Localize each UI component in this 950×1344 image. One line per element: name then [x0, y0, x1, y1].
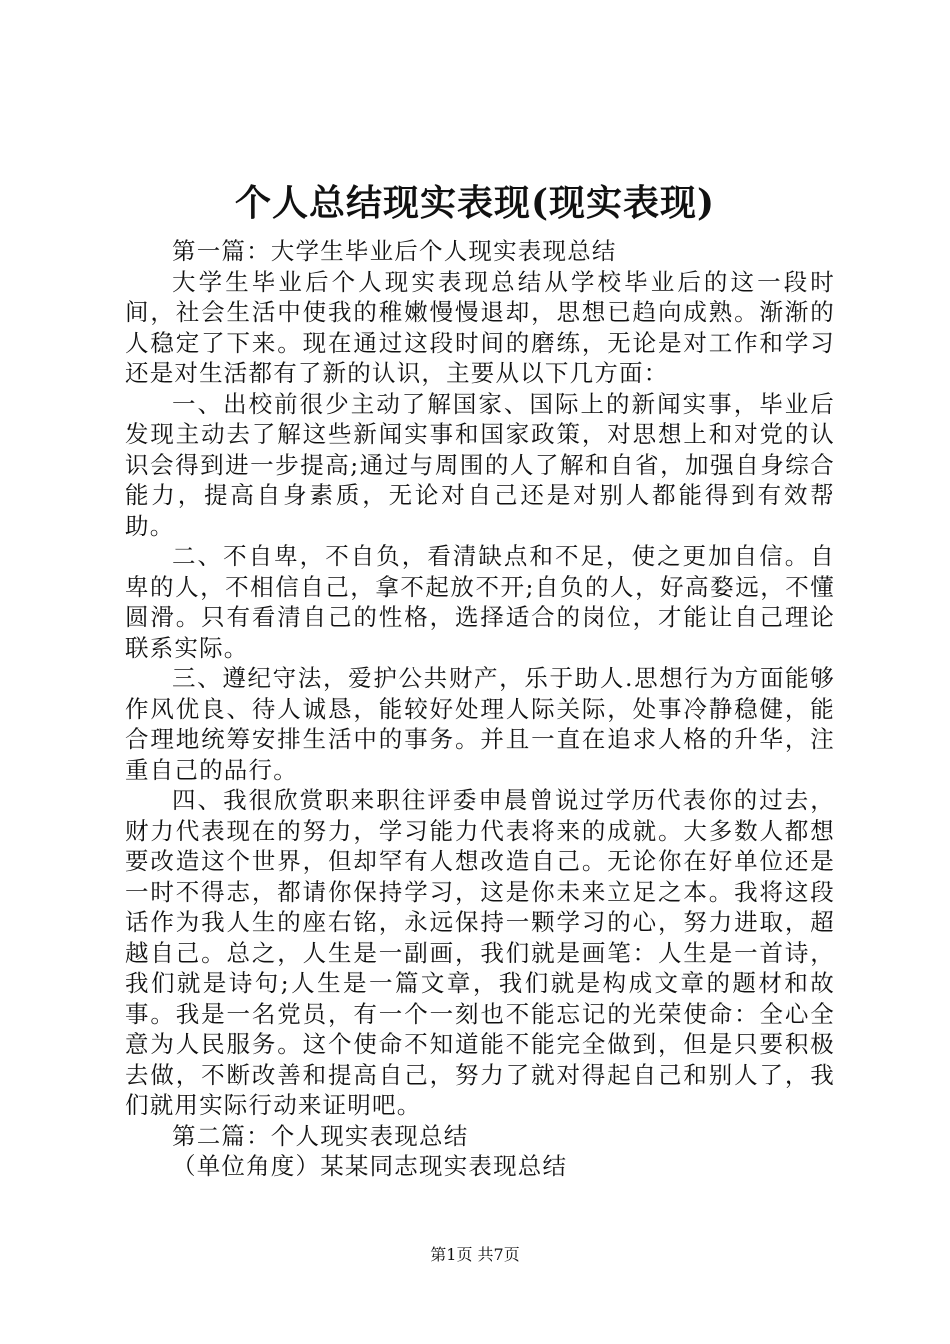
subheading-unit-perspective: （单位角度）某某同志现实表现总结: [172, 1152, 568, 1180]
document-title: 个人总结现实表现(现实表现): [234, 182, 716, 224]
section-heading-2: 第二篇：个人现实表现总结: [172, 1121, 469, 1150]
paragraph-point-3: 三、遵纪守法，爱护公共财产，乐于助人.思想行为方面能够作风优良、待人诚恳，能较好处理人际关际，处事冷静稳健，能合理地统筹安排生活中的事务。并且一直在追求人格的升华，注重自己的品行。: [125, 664, 835, 784]
document-body: [125, 236, 835, 1182]
page-number-footer: 第1页 共7页: [430, 1245, 520, 1264]
paragraph-intro: 大学生毕业后个人现实表现总结从学校毕业后的这一段时间，社会生活中使我的稚嫩慢慢退却，思想已趋向成熟。渐渐的人稳定了下来。现在通过这段时间的磨练，无论是对工作和学习还是对生活都有了新的认识，主要从以下几方面：: [125, 267, 835, 387]
paragraph-point-2: 二、不自卑，不自负，看清缺点和不足，使之更加自信。自卑的人，不相信自己，拿不起放不开;自负的人，好高婺远，不懂圆滑。只有看清自己的性格，选择适合的岗位，才能让自己理论联系实际。: [125, 542, 835, 662]
paragraph-point-4: 四、我很欣赏职来职往评委申晨曾说过学历代表你的过去，财力代表现在的努力，学习能力代表将来的成就。大多数人都想要改造这个世界，但却罕有人想改造自己。无论你在好单位还是一时不得志，都请你保持学习，这是你未来立足之本。我将这段话作为我人生的座右铭，永远保持一颗学习的心，努力进取，超越自己。总之，人生是一副画，我们就是画笔：人生是一首诗，我们就是诗句;人生是一篇文章，我们就是构成文章的题材和故事。我是一名党员，有一个一刻也不能忘记的光荣使命：全心全意为人民服务。这个使命不知道能不能完全做到，但是只要积极去做，不断改善和提高自己，努力了就对得起自己和别人了，我们就用实际行动来证明吧。: [125, 786, 835, 1119]
paragraph-point-1: 一、出校前很少主动了解国家、国际上的新闻实事，毕业后发现主动去了解这些新闻实事和国家政策，对思想上和对党的认识会得到进一步提高;通过与周围的人了解和自省，加强自身综合能力，提高自身素质，无论对自己还是对别人都能得到有效帮助。: [125, 389, 835, 540]
section-heading-1: 第一篇：大学生毕业后个人现实表现总结: [172, 237, 617, 265]
